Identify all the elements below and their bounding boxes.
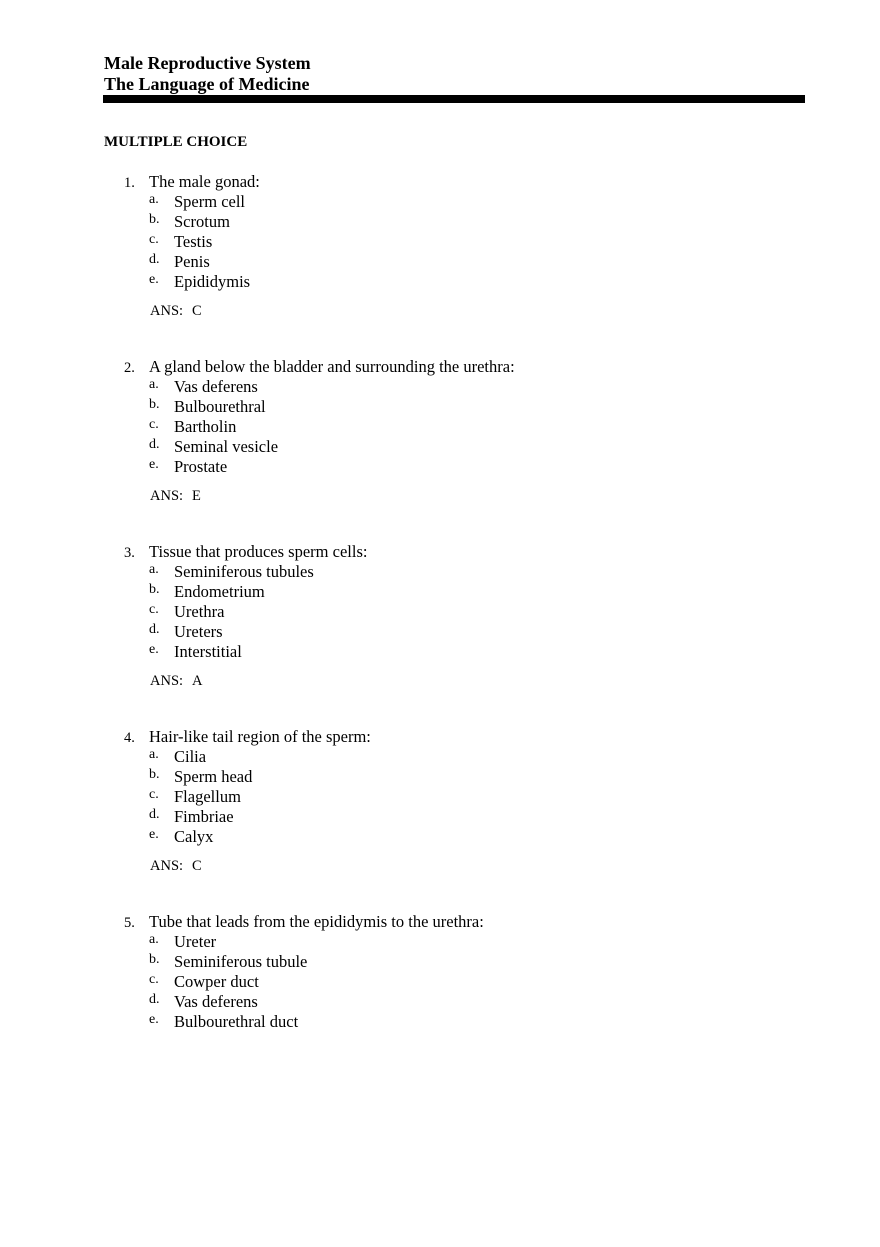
question-4 [124, 727, 764, 875]
choice-e [124, 827, 764, 847]
choice-letter: d. [149, 991, 160, 1007]
choice-letter: b. [149, 396, 160, 412]
choice-letter: c. [149, 971, 159, 987]
choice-letter: e. [149, 456, 159, 472]
choice-text: Bartholin [174, 416, 237, 436]
choice-letter: d. [149, 436, 160, 452]
question-text: Tube that leads from the epididymis to the urethra: [149, 912, 484, 931]
choice-letter: e. [149, 1011, 159, 1027]
choice-letter: e. [149, 271, 159, 287]
choice-text: Interstitial [174, 641, 242, 661]
choice-text: Bulbourethral [174, 396, 266, 416]
question-number: 2. [124, 360, 135, 376]
answer-line [150, 302, 790, 320]
choice-c [124, 787, 764, 807]
choice-text: Cowper duct [174, 971, 259, 991]
choice-letter: c. [149, 601, 159, 617]
choice-a [124, 562, 764, 582]
choice-d [124, 622, 764, 642]
choice-list [124, 377, 764, 476]
choice-text: Urethra [174, 601, 225, 621]
choice-text: Cilia [174, 747, 207, 766]
choice-list [124, 747, 764, 846]
document-header [104, 53, 311, 95]
choice-text: Seminiferous tubule [174, 951, 308, 971]
answer-line [150, 672, 790, 690]
choice-a [124, 932, 764, 952]
choice-text: Flagellum [174, 786, 241, 806]
choice-text: Ureters [174, 621, 223, 641]
choice-text: Ureter [174, 932, 217, 951]
choice-list [124, 562, 764, 661]
choice-c [124, 417, 764, 437]
choice-letter: e. [149, 826, 159, 842]
question-stem [124, 912, 764, 932]
choice-text: Vas deferens [174, 377, 258, 396]
choice-letter: a. [149, 192, 159, 207]
choice-e [124, 272, 764, 292]
choice-b [124, 767, 764, 787]
choice-b [124, 952, 764, 972]
choice-letter: d. [149, 251, 160, 267]
choice-letter: b. [149, 211, 160, 227]
choice-text: Endometrium [174, 581, 265, 601]
choice-letter: e. [149, 641, 159, 657]
choice-e [124, 1012, 764, 1032]
choice-text: Penis [174, 251, 210, 271]
choice-text: Testis [174, 231, 213, 251]
choice-text: Epididymis [174, 271, 251, 291]
question-stem [124, 172, 764, 192]
choice-letter: c. [149, 231, 159, 247]
question-2 [124, 357, 764, 505]
question-text: The male gonad: [149, 172, 260, 191]
choice-b [124, 212, 764, 232]
choice-list [124, 932, 764, 1031]
choice-text: Fimbriae [174, 806, 234, 826]
answer-label: ANS: [150, 488, 184, 505]
question-5 [124, 912, 764, 1031]
choice-letter: b. [149, 951, 160, 967]
question-1 [124, 172, 764, 320]
choice-text: Seminiferous tubules [174, 562, 314, 581]
answer-label: ANS: [150, 673, 184, 690]
header-title-line2: The Language of Medicine [104, 74, 310, 94]
choice-d [124, 992, 764, 1012]
choice-c [124, 232, 764, 252]
choice-text: Bulbourethral duct [174, 1011, 299, 1031]
question-number: 5. [124, 915, 135, 931]
choice-b [124, 397, 764, 417]
choice-d [124, 252, 764, 272]
header-title-line1: Male Reproductive System [104, 53, 311, 73]
question-number: 1. [124, 175, 135, 191]
choice-text: Seminal vesicle [174, 436, 279, 456]
answer-label: ANS: [150, 303, 184, 320]
choice-d [124, 807, 764, 827]
answer-value: C [192, 303, 202, 320]
choice-letter: b. [149, 766, 160, 782]
question-stem [124, 727, 764, 747]
choice-text: Sperm cell [174, 192, 246, 211]
choice-text: Scrotum [174, 211, 230, 231]
choice-letter: d. [149, 806, 160, 822]
header-divider [103, 95, 805, 103]
question-text: Hair-like tail region of the sperm: [149, 727, 371, 746]
section-title: MULTIPLE CHOICE [104, 134, 248, 150]
choice-letter: c. [149, 416, 159, 432]
answer-line [150, 857, 790, 875]
choice-d [124, 437, 764, 457]
answer-label: ANS: [150, 858, 184, 875]
choice-e [124, 457, 764, 477]
question-stem [124, 542, 764, 562]
choice-text: Calyx [174, 826, 214, 846]
question-number: 3. [124, 545, 135, 561]
choice-c [124, 602, 764, 622]
answer-value: A [192, 673, 203, 690]
question-number: 4. [124, 730, 135, 746]
choice-letter: a. [149, 932, 159, 947]
answer-value: E [192, 488, 201, 505]
question-stem [124, 357, 764, 377]
question-text: A gland below the bladder and surrounding the urethra: [149, 357, 515, 376]
choice-a [124, 192, 764, 212]
answer-value: C [192, 858, 202, 875]
choice-text: Vas deferens [174, 991, 258, 1011]
choice-b [124, 582, 764, 602]
choice-e [124, 642, 764, 662]
choice-letter: b. [149, 581, 160, 597]
choice-text: Sperm head [174, 766, 253, 786]
question-3 [124, 542, 764, 690]
choice-a [124, 747, 764, 767]
choice-letter: a. [149, 377, 159, 392]
choice-letter: a. [149, 562, 159, 577]
choice-a [124, 377, 764, 397]
answer-line [150, 487, 790, 505]
choice-letter: a. [149, 747, 159, 762]
choice-text: Prostate [174, 456, 228, 476]
choice-letter: c. [149, 786, 159, 802]
choice-list [124, 192, 764, 291]
question-text: Tissue that produces sperm cells: [149, 542, 368, 561]
choice-c [124, 972, 764, 992]
choice-letter: d. [149, 621, 160, 637]
